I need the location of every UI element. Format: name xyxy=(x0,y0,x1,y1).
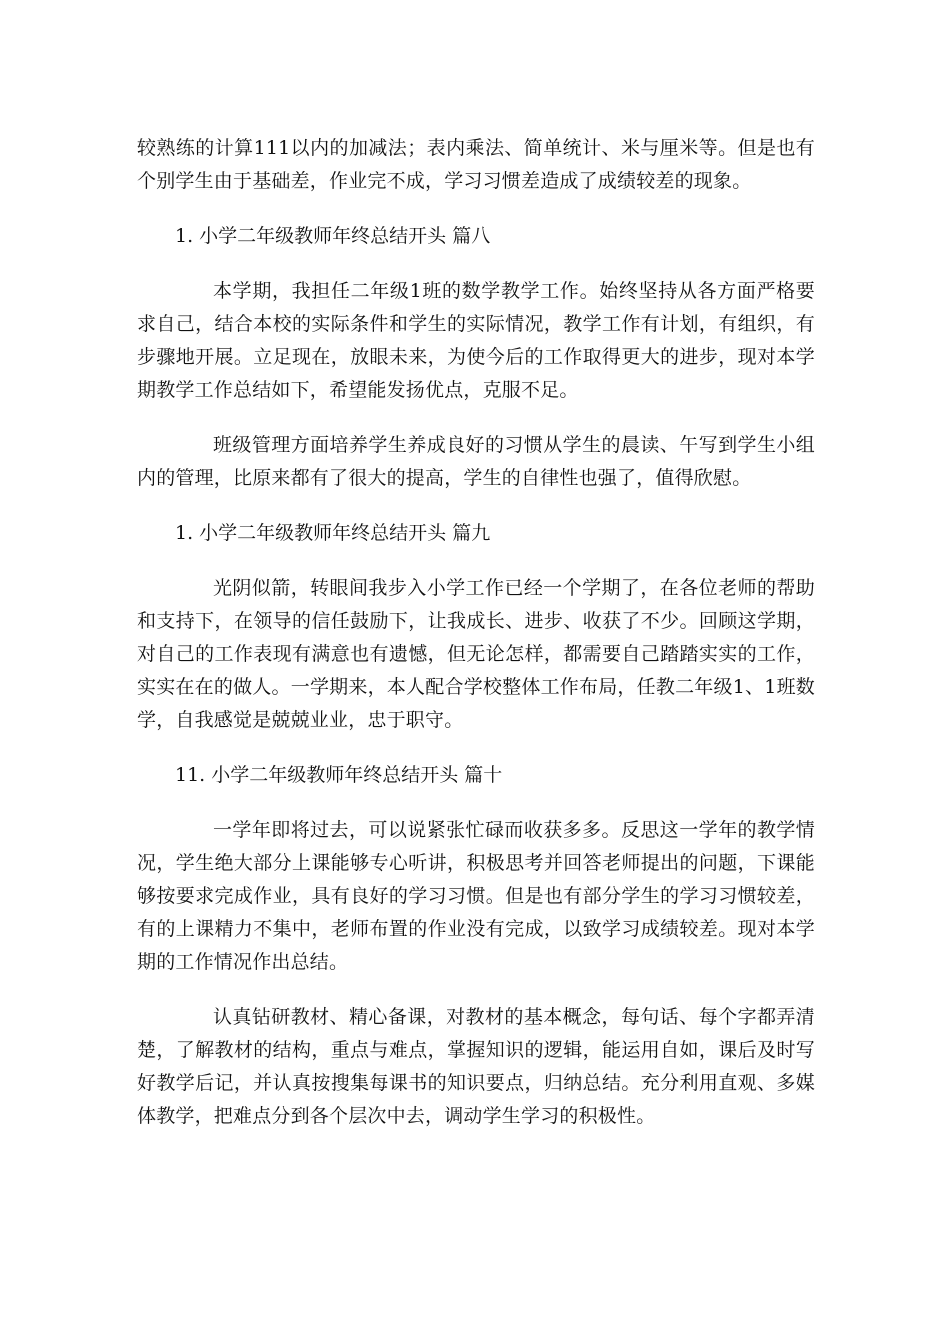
paragraph-continuation: 较熟练的计算111以内的加减法；表内乘法、简单统计、米与厘米等。但是也有个别学生由于基础差，作业完不成，学习习惯差造成了成绩较差的现象。 xyxy=(137,137,815,192)
section-heading-part-8: 1. 小学二年级教师年终总结开头 篇八 xyxy=(175,225,491,247)
paragraph: 认真钻研教材、精心备课，对教材的基本概念，每句话、每个字都弄清楚，了解教材的结构，重点与难点，掌握知识的逻辑，能运用自如，课后及时写好教学后记，并认真按搜集每课书的知识要点，归纳总结。充分利用直观、多媒体教学，把难点分到各个层次中去，调动学生学习的积极性。 xyxy=(137,1006,815,1127)
paragraph: 本学期，我担任二年级1班的数学教学工作。始终坚持从各方面严格要求自己，结合本校的实际条件和学生的实际情况，教学工作有计划，有组织，有步骤地开展。立足现在，放眼未来，为使今后的工作取得更大的进步，现对本学期教学工作总结如下，希望能发扬优点，克服不足。 xyxy=(137,280,815,401)
paragraph: 班级管理方面培养学生养成良好的习惯从学生的晨读、午写到学生小组内的管理，比原来都有了很大的提高，学生的自律性也强了，值得欣慰。 xyxy=(137,434,815,489)
document-body xyxy=(137,132,815,1133)
paragraph: 一学年即将过去，可以说紧张忙碌而收获多多。反思这一学年的教学情况，学生绝大部分上课能够专心听讲，积极思考并回答老师提出的问题，下课能够按要求完成作业，具有良好的学习习惯。但是也有部分学生的学习习惯较差，有的上课精力不集中，老师布置的作业没有完成，以致学习成绩较差。现对本学期的工作情况作出总结。 xyxy=(137,819,815,973)
section-heading-part-10: 11. 小学二年级教师年终总结开头 篇十 xyxy=(175,764,503,786)
paragraph: 光阴似箭，转眼间我步入小学工作已经一个学期了，在各位老师的帮助和支持下，在领导的信任鼓励下，让我成长、进步、收获了不少。回顾这学期，对自己的工作表现有满意也有遗憾，但无论怎样，都需要自己踏踏实实的工作，实实在在的做人。一学期来，本人配合学校整体工作布局，任教二年级1、1班数学，自我感觉是兢兢业业，忠于职守。 xyxy=(137,577,815,731)
section-heading-part-9: 1. 小学二年级教师年终总结开头 篇九 xyxy=(175,522,491,544)
